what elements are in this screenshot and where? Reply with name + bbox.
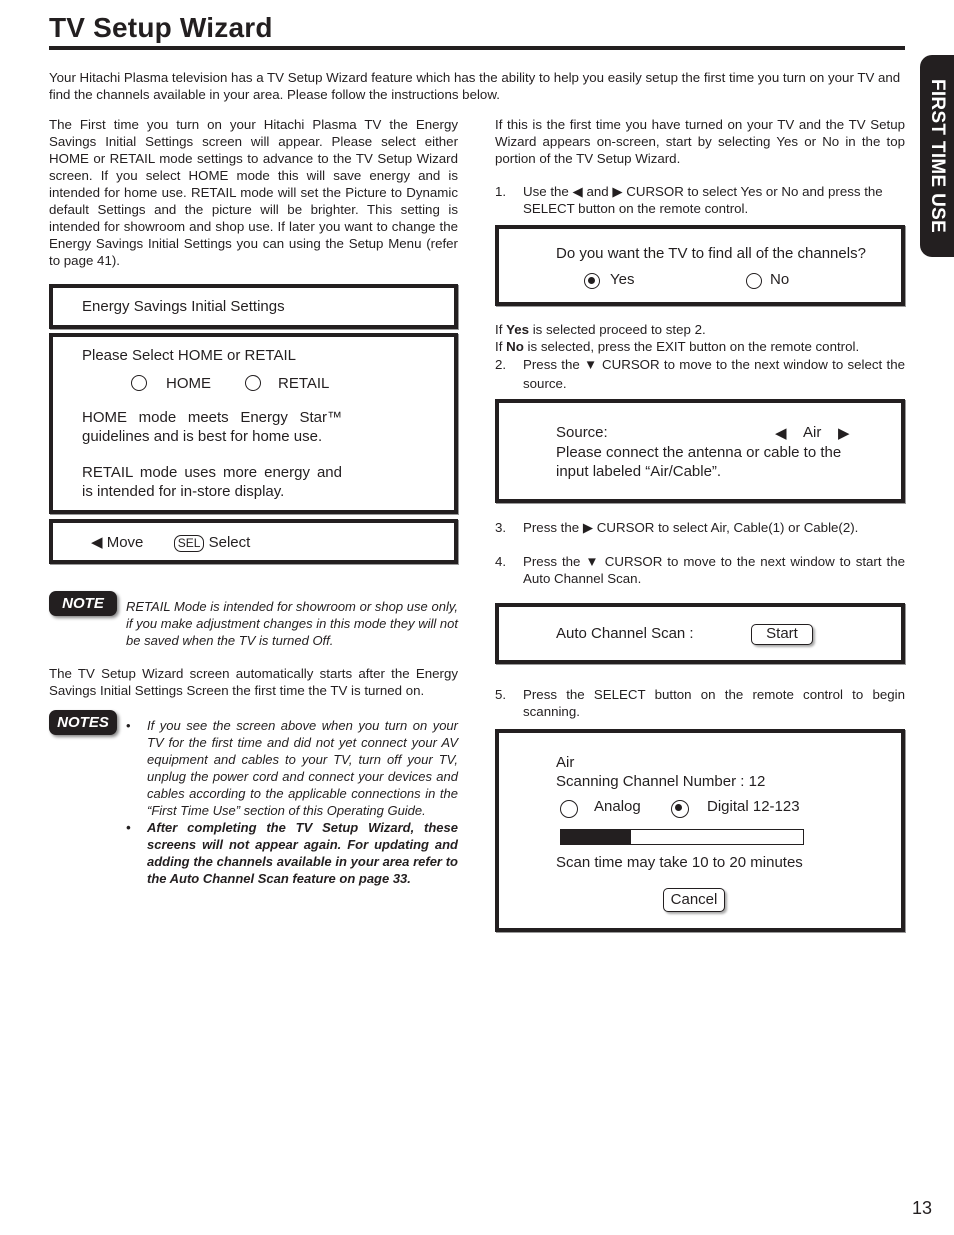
step-5 <box>495 686 905 722</box>
cancel-button[interactable]: Cancel <box>663 888 725 912</box>
if-no-post: is selected, press the EXIT button on the remote control. <box>523 339 860 354</box>
find-channels-box <box>495 225 905 306</box>
home-retail-select-box <box>49 333 458 514</box>
scan-progress-fill <box>561 830 631 844</box>
note-text: RETAIL Mode is intended for showroom or shop use only, if you make adjustment changes in this mode they will not be saved when the TV is turned Off. <box>126 599 458 648</box>
source-box <box>495 399 905 503</box>
notes-item-2-text: After completing the TV Setup Wizard, these screens will not appear again. For updating and adding the channels available in your area refer to the Auto Channel Scan feature on page 33. <box>147 820 458 886</box>
notes-item-1-text: If you see the screen above when you turn on your TV for the first time and did not yet connect your AV equipment and cables to your TV, turn off your TV, unplug the power cord and connect your devices and cables according to the applicable connections in the “First Time Use” section of this Operating Guide. <box>147 718 458 818</box>
note-badge: NOTE <box>49 591 117 616</box>
retail-description: RETAIL mode uses more energy and is intended for in-store display. <box>82 464 342 500</box>
energy-settings-title-box <box>49 284 458 329</box>
step-5-number: 5. <box>495 687 507 702</box>
nav-hint-box <box>49 519 458 564</box>
auto-scan-label: Auto Channel Scan : <box>556 625 694 642</box>
if-no-bold: No <box>506 339 524 354</box>
page-title: TV Setup Wizard <box>49 12 273 43</box>
step-1-number: 1. <box>495 184 507 199</box>
home-radio[interactable] <box>131 375 147 391</box>
left-paragraph-1: The First time you turn on your Hitachi Plasma TV the Energy Savings Initial Settings screen will appear. Please select either HOME or RETAIL mode settings to advance to the TV Setup Wizard screen. If you select HOME mode this will save energy and is intended for home use. RETAIL mode will set the Picture to Dynamic default Settings and the picture will be brighter. This setting is intended for showroom and shop use. If later you want to change the Energy Savings Initial Settings you can using the Setup Menu (refer to page 41). <box>49 117 458 268</box>
digital-label: Digital 12-123 <box>707 798 800 815</box>
page-number: 13 <box>912 1198 933 1218</box>
analog-radio[interactable] <box>560 800 578 818</box>
retail-radio[interactable] <box>245 375 261 391</box>
left-paragraph-2: The TV Setup Wizard screen automatically starts after the Energy Savings Initial Settings Screen the first time the TV is turned on. <box>49 666 458 698</box>
scan-source: Air <box>556 754 575 771</box>
analog-label: Analog <box>594 798 641 815</box>
find-channels-question: Do you want the TV to find all of the channels? <box>556 245 866 262</box>
section-tab <box>920 55 954 257</box>
scanning-box <box>495 729 905 932</box>
if-no-line <box>495 338 905 355</box>
notes-badge: NOTES <box>49 710 117 735</box>
notes-list <box>126 717 458 887</box>
yes-label: Yes <box>610 271 635 288</box>
step-2-text: Press the ▼ CURSOR to move to the next window to select the source. <box>523 357 905 391</box>
if-yes-line <box>495 321 905 338</box>
source-right-arrow-icon[interactable]: ▶ <box>838 425 850 442</box>
sel-icon: SEL <box>174 535 205 552</box>
select-label: Select <box>208 534 251 551</box>
no-label: No <box>770 271 790 288</box>
scan-time-text: Scan time may take 10 to 20 minutes <box>556 854 803 871</box>
scanning-channel-text: Scanning Channel Number : 12 <box>556 773 766 790</box>
step-2-number: 2. <box>495 357 507 372</box>
energy-settings-title: Energy Savings Initial Settings <box>82 298 285 315</box>
source-value: Air <box>803 424 822 441</box>
notes-item-1 <box>126 717 458 819</box>
source-left-arrow-icon[interactable]: ◀ <box>775 425 787 442</box>
step-4-text: Press the ▼ CURSOR to move to the next window to start the Auto Channel Scan. <box>523 554 905 586</box>
move-arrow-icon: ◀ <box>91 534 103 551</box>
step-3-text: Press the ▶ CURSOR to select Air, Cable(1) or Cable(2). <box>523 520 859 535</box>
step-3 <box>495 519 905 537</box>
yes-radio[interactable] <box>584 273 600 289</box>
nav-hint <box>91 533 250 552</box>
start-button[interactable]: Start <box>751 624 813 645</box>
step-5-text: Press the SELECT button on the remote control to begin scanning. <box>523 687 905 719</box>
step-4-number: 4. <box>495 554 507 569</box>
if-no-pre: If <box>495 339 507 354</box>
step-4 <box>495 553 905 589</box>
title-rule <box>49 46 905 50</box>
step-3-number: 3. <box>495 520 507 535</box>
intro-paragraph: Your Hitachi Plasma television has a TV Setup Wizard feature which has the ability to help you easily setup the first time you turn on your TV and find the channels available in your area. Please follow the instructions below. <box>49 70 901 102</box>
source-label: Source: <box>556 424 608 441</box>
if-yes-bold: Yes <box>506 322 530 337</box>
move-label: Move <box>106 534 144 551</box>
bullet-icon: • <box>126 820 131 835</box>
home-description: HOME mode meets Energy Star™ guidelines and is best for home use. <box>82 409 342 445</box>
notes-item-2 <box>126 819 458 887</box>
step-1-text: Use the ◀ and ▶ CURSOR to select Yes or No and press the SELECT button on the remote control. <box>523 184 883 216</box>
step-2 <box>495 355 905 391</box>
section-tab-label: FIRST TIME USE <box>927 78 948 234</box>
select-prompt: Please Select HOME or RETAIL <box>82 347 296 364</box>
digital-radio[interactable] <box>671 800 689 818</box>
scan-progress-bar <box>560 829 804 845</box>
no-radio[interactable] <box>746 273 762 289</box>
if-yes-post: is selected proceed to step 2. <box>529 322 706 337</box>
home-label: HOME <box>166 375 211 392</box>
if-yes-pre: If <box>495 322 507 337</box>
retail-label: RETAIL <box>278 375 330 392</box>
step-1 <box>495 183 905 219</box>
connect-antenna-text: Please connect the antenna or cable to the input labeled “Air/Cable”. <box>556 444 842 480</box>
right-paragraph-1: If this is the first time you have turned on your TV and the TV Setup Wizard appears on-screen, start by selecting Yes or No in the top portion of the TV Setup Wizard. <box>495 117 905 166</box>
bullet-icon: • <box>126 718 131 733</box>
auto-scan-box <box>495 603 905 664</box>
